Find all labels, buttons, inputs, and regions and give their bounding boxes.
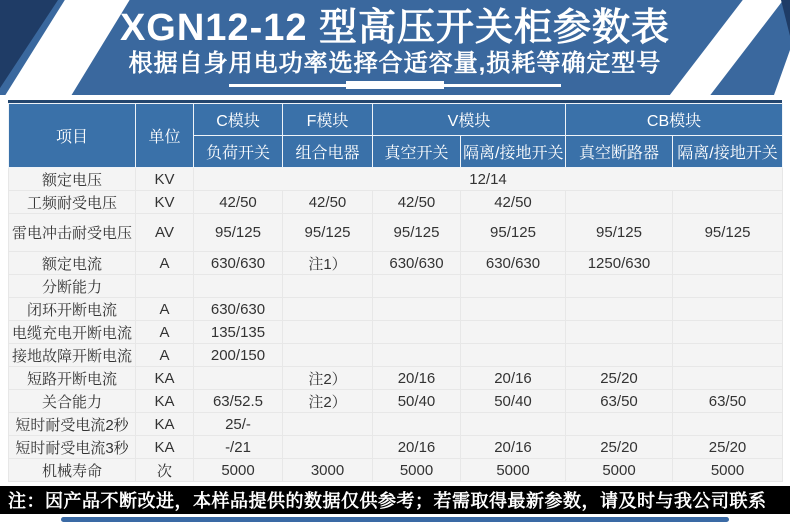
param-label: 机械寿命 [9,459,136,482]
param-value [566,413,673,436]
param-unit: A [136,252,194,275]
param-value [373,344,461,367]
param-value: 630/630 [461,252,566,275]
param-value: 63/50 [566,390,673,413]
table-row [9,413,783,436]
param-value: 135/135 [194,321,283,344]
footer-note-bar [0,486,790,514]
param-value: 630/630 [194,252,283,275]
param-unit: 次 [136,459,194,482]
param-value: 200/150 [194,344,283,367]
param-value: 95/125 [673,214,783,252]
col-header-combined-device: 组合电器 [283,136,373,168]
param-value: 1250/630 [566,252,673,275]
title-banner [0,0,790,95]
param-label: 短时耐受电流3秒 [9,436,136,459]
col-group-c: C模块 [194,104,283,136]
header-row-groups [9,104,783,136]
bottom-accent-line [61,517,729,522]
param-value [566,191,673,214]
param-value [673,252,783,275]
param-value: 42/50 [461,191,566,214]
param-value [283,413,373,436]
title-divider [0,81,790,89]
param-value [373,321,461,344]
param-value: 630/630 [194,298,283,321]
param-value [461,275,566,298]
param-value: 25/20 [673,436,783,459]
param-unit: AV [136,214,194,252]
col-header-unit: 单位 [136,104,194,168]
divider-block [346,81,444,89]
table-row [9,275,783,298]
param-value: 95/125 [194,214,283,252]
param-label: 关合能力 [9,390,136,413]
table-header [9,104,783,168]
col-group-v: V模块 [373,104,566,136]
param-value [373,298,461,321]
param-value: 50/40 [373,390,461,413]
param-value [461,298,566,321]
param-unit: KA [136,367,194,390]
param-value [566,321,673,344]
table-body [9,168,783,482]
param-value [373,275,461,298]
param-value [283,436,373,459]
param-value: 注2） [283,367,373,390]
param-value: 25/20 [566,367,673,390]
table-row [9,298,783,321]
param-value: 95/125 [566,214,673,252]
col-group-cb: CB模块 [566,104,783,136]
param-value [673,298,783,321]
table-row [9,214,783,252]
table-row [9,459,783,482]
param-value: 42/50 [194,191,283,214]
page-subtitle: 根据自身用电功率选择合适容量,损耗等确定型号 [128,50,662,77]
param-label: 额定电压 [9,168,136,191]
param-value [461,321,566,344]
param-value: 20/16 [461,436,566,459]
col-group-f: F模块 [283,104,373,136]
param-value: 42/50 [373,191,461,214]
table-row [9,191,783,214]
param-label: 分断能力 [9,275,136,298]
param-value: -/21 [194,436,283,459]
footer-note-text: 注：因产品不断改进，本样品提供的数据仅供参考；若需取得最新参数，请及时与我公司联系 [8,491,767,511]
param-value [673,191,783,214]
param-value [283,321,373,344]
param-unit: KV [136,191,194,214]
param-value: 注1） [283,252,373,275]
param-value [461,344,566,367]
param-value [566,344,673,367]
table-row [9,168,783,191]
param-label: 工频耐受电压 [9,191,136,214]
param-value [373,413,461,436]
page-title: XGN12-12 型高压开关柜参数表 [119,7,671,49]
param-value: 25/20 [566,436,673,459]
param-value [673,344,783,367]
param-value: 63/50 [673,390,783,413]
param-unit: A [136,298,194,321]
col-header-vacuum-switch: 真空开关 [373,136,461,168]
param-value: 50/40 [461,390,566,413]
param-value: 95/125 [283,214,373,252]
col-header-v-earthing-switch: 隔离/接地开关 [461,136,566,168]
param-label: 接地故障开断电流 [9,344,136,367]
param-label: 短路开断电流 [9,367,136,390]
param-value: 95/125 [461,214,566,252]
col-header-load-switch: 负荷开关 [194,136,283,168]
param-value [673,367,783,390]
param-value: 20/16 [461,367,566,390]
param-value [283,344,373,367]
param-value [461,413,566,436]
table-row [9,436,783,459]
param-merged-value: 12/14 [194,168,783,191]
param-value: 25/- [194,413,283,436]
param-value [566,275,673,298]
param-value: 20/16 [373,436,461,459]
table-row [9,390,783,413]
param-value [194,275,283,298]
param-unit: KV [136,168,194,191]
param-label: 短时耐受电流2秒 [9,413,136,436]
param-value: 5000 [194,459,283,482]
param-value [673,321,783,344]
param-value: 63/52.5 [194,390,283,413]
param-unit: A [136,321,194,344]
param-value [194,367,283,390]
param-value [566,298,673,321]
table-row [9,367,783,390]
param-value: 20/16 [373,367,461,390]
col-header-item: 项目 [9,104,136,168]
col-header-cb-earthing-switch: 隔离/接地开关 [673,136,783,168]
param-value: 注2） [283,390,373,413]
param-value [673,413,783,436]
param-value: 5000 [373,459,461,482]
parameter-table-wrap [8,100,782,482]
param-unit: KA [136,413,194,436]
param-unit: KA [136,390,194,413]
param-unit: A [136,344,194,367]
param-label: 电缆充电开断电流 [9,321,136,344]
table-row [9,252,783,275]
table-row [9,321,783,344]
param-unit: KA [136,436,194,459]
col-header-vacuum-breaker: 真空断路器 [566,136,673,168]
param-value: 5000 [566,459,673,482]
param-value: 42/50 [283,191,373,214]
param-label: 额定电流 [9,252,136,275]
param-value: 5000 [461,459,566,482]
param-value [673,275,783,298]
param-value: 3000 [283,459,373,482]
param-label: 雷电冲击耐受电压 [9,214,136,252]
param-value [283,275,373,298]
param-value: 630/630 [373,252,461,275]
param-value: 95/125 [373,214,461,252]
banner-content [0,0,790,89]
param-unit [136,275,194,298]
parameter-table [8,103,783,482]
param-value [283,298,373,321]
param-value: 5000 [673,459,783,482]
param-label: 闭环开断电流 [9,298,136,321]
table-row [9,344,783,367]
